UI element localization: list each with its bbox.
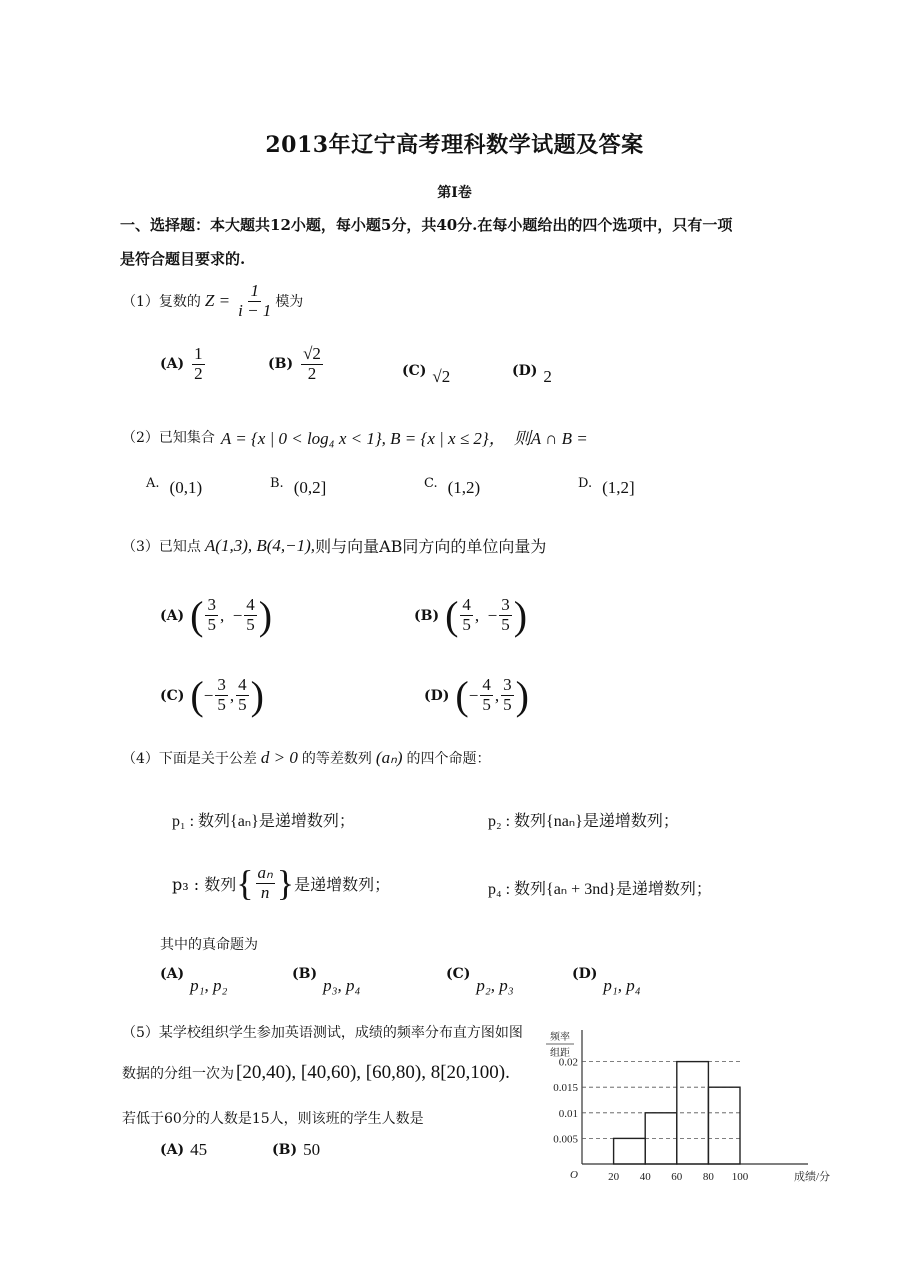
q5-option-b	[272, 1140, 320, 1160]
section-intro-line2: 是符合题目要求的.	[120, 250, 246, 268]
option-value: 45	[190, 1140, 208, 1159]
q3-option-a: (A) ( $\frac{3}{5}$ , − $\frac{4}{5}$ )	[160, 593, 273, 638]
q3-option-d: (D) ( − $\frac{4}{5}$ , $\frac{3}{5}$ )	[424, 673, 529, 718]
proposition-p4: p₄ : 数列{aₙ + 3nd}是递增数列；	[488, 881, 712, 898]
question-3	[122, 534, 546, 557]
y-tick-label: 0.02	[558, 1056, 578, 1069]
q5-option-a	[160, 1140, 207, 1160]
proposition-p1: p₁ : 数列{aₙ}是递增数列；	[172, 813, 355, 830]
option-numerator: 1	[194, 344, 203, 363]
option-denominator: 2	[194, 363, 203, 383]
a-denominator: 5	[217, 695, 226, 714]
y-axis-label-top: 频率	[550, 1032, 570, 1043]
q2-prefix: （2）已知集合	[122, 429, 215, 446]
option-value: p₁, p₄	[603, 976, 641, 995]
a-denominator: 5	[482, 695, 491, 714]
q4-suffix: 的四个命题：	[406, 751, 491, 767]
q1-option-a	[160, 345, 207, 383]
p3-denominator: n	[260, 882, 270, 902]
histogram-chart	[536, 1026, 836, 1196]
origin-label: O	[570, 1169, 578, 1181]
b-denominator: 5	[246, 615, 255, 634]
option-value: p₃, p₄	[323, 976, 361, 995]
b-denominator: 5	[238, 695, 247, 714]
separator: ,	[219, 605, 233, 625]
option-label: (C)	[160, 687, 185, 704]
q5-line2-prefix: 数据的分组一次为	[122, 1066, 234, 1082]
option-label: (A)	[160, 966, 185, 982]
q4-option-b	[292, 966, 360, 996]
q1-option-d	[512, 355, 552, 387]
q4-option-a	[160, 966, 227, 996]
option-value: p₂, p₃	[476, 976, 514, 995]
option-label: (A)	[160, 1142, 185, 1158]
section-intro-line1: 一、选择题：本大题共12小题，每小题5分，共40分.在每小题给出的四个选项中，只有一项	[120, 216, 733, 234]
option-label: (B)	[268, 356, 294, 373]
q1-fraction	[236, 282, 273, 320]
q4-condition: d > 0	[260, 748, 298, 767]
y-axis-label-bottom: 组距	[550, 1048, 570, 1059]
q5-line2	[122, 1062, 510, 1084]
question-4	[122, 748, 491, 768]
a-sign: −	[203, 685, 214, 705]
option-label: (D)	[572, 966, 598, 982]
option-label: A.	[146, 475, 160, 491]
option-label: (B)	[272, 1142, 298, 1158]
histogram-bar	[614, 1138, 646, 1164]
option-fraction	[192, 345, 205, 383]
option-value: (0,2]	[293, 478, 327, 497]
q5-groups: [20,40), [40,60), [60,80), 8[20,100).	[236, 1062, 510, 1083]
option-label: (D)	[512, 363, 538, 379]
x-tick-label: 100	[731, 1171, 749, 1183]
p3-prefix: p₃ : 数列	[172, 874, 237, 894]
option-fraction	[301, 345, 323, 383]
q4-sequence: (aₙ)	[375, 748, 403, 767]
option-label: (C)	[446, 966, 471, 982]
option-value: 2	[543, 367, 552, 386]
option-label: D.	[578, 475, 593, 491]
b-numerator: 3	[501, 595, 510, 615]
proposition-p2: p₂ : 数列{naₙ}是递增数列；	[488, 813, 679, 830]
option-label: (A)	[160, 356, 185, 373]
a-numerator: 4	[482, 675, 491, 695]
q5-line3: 若低于60分的人数是15人，则该班的学生人数是	[122, 1111, 424, 1127]
separator: ,	[229, 685, 235, 705]
option-denominator: 2	[307, 363, 317, 383]
q4-option-c	[446, 966, 514, 996]
option-label: B.	[270, 475, 284, 491]
q4-true-prompt: 其中的真命题为	[160, 937, 258, 953]
option-value: 50	[303, 1140, 321, 1159]
option-label: (B)	[292, 966, 318, 982]
option-label: (A)	[160, 607, 185, 624]
separator: ,	[494, 685, 500, 705]
a-denominator: 5	[207, 615, 216, 634]
q4-option-d	[572, 966, 641, 996]
separator: ,	[474, 605, 488, 625]
histogram-svg	[536, 1026, 836, 1196]
q3-option-c: (C) ( − $\frac{3}{5}$ , $\frac{4}{5}$ )	[160, 673, 264, 718]
b-denominator: 5	[503, 695, 512, 714]
b-numerator: 3	[503, 675, 512, 695]
option-value: (1,2)	[447, 478, 481, 497]
page-title: 2013年辽宁高考理科数学试题及答案	[265, 132, 644, 158]
p3-numerator: aₙ	[257, 862, 273, 882]
x-tick-label: 60	[671, 1171, 683, 1183]
y-tick-label: 0.005	[553, 1133, 578, 1146]
q3-prefix: （3）已知点	[122, 538, 201, 555]
option-label: C.	[424, 475, 438, 491]
q3-suffix: 则与向量AB同方向的单位向量为	[315, 537, 547, 556]
a-numerator: 4	[462, 595, 471, 615]
q4-mid: 的等差数列	[301, 751, 372, 767]
x-tick-label: 40	[639, 1171, 651, 1183]
p3-suffix: 是递增数列；	[294, 874, 391, 894]
q2-math: A = {x | 0 < log₄ x < 1}, B = {x | x ≤ 2}，	[220, 429, 506, 448]
a-sign: −	[468, 685, 479, 705]
q2-option-d	[578, 475, 635, 498]
option-numerator: √2	[303, 344, 321, 363]
option-value: (1,2]	[602, 478, 635, 497]
question-1	[122, 282, 303, 320]
b-denominator: 5	[501, 615, 510, 634]
option-value: √2	[432, 367, 451, 386]
q1-option-c	[402, 355, 450, 387]
question-2	[122, 424, 588, 449]
b-numerator: 4	[246, 595, 255, 615]
q1-prefix: （1）复数的	[122, 294, 201, 311]
q1-numerator: 1	[250, 281, 259, 300]
histogram-bar	[708, 1087, 740, 1164]
option-label: (B)	[414, 607, 440, 624]
a-numerator: 3	[217, 675, 226, 695]
b-sign: −	[232, 605, 243, 625]
x-tick-label: 20	[608, 1171, 620, 1183]
b-numerator: 4	[238, 675, 247, 695]
option-label: (C)	[402, 363, 427, 379]
q5-line1: （5）某学校组织学生参加英语测试，成绩的频率分布直方图如图	[122, 1025, 523, 1041]
q2-option-a	[146, 475, 203, 498]
q4-prefix: （4）下面是关于公差	[122, 751, 257, 767]
a-denominator: 5	[462, 615, 471, 634]
y-tick-label: 0.015	[553, 1082, 578, 1095]
proposition-p3: p₃ : 数列 { $\frac{\text{aₙ}}{n}$ } 是递增数列；	[172, 862, 391, 903]
q1-z: Z =	[204, 291, 231, 311]
q1-suffix: 模为	[275, 294, 304, 311]
a-numerator: 3	[207, 595, 216, 615]
q2-suffix: 则A ∩ B =	[513, 429, 588, 448]
option-value: p₁, p₂	[190, 976, 228, 995]
option-label: (D)	[424, 687, 450, 704]
b-sign: −	[487, 605, 498, 625]
x-axis-label: 成绩/分	[793, 1171, 831, 1183]
q1-denominator: i − 1	[238, 300, 272, 320]
q3-math: A(1,3), B(4,−1),	[204, 535, 316, 555]
q2-option-c	[424, 475, 481, 498]
option-value: (0,1)	[169, 478, 203, 497]
y-tick-label: 0.01	[558, 1107, 578, 1120]
q1-option-b	[268, 345, 325, 383]
q3-option-b: (B) ( $\frac{4}{5}$ , − $\frac{3}{5}$ )	[414, 593, 528, 638]
volume-label: 第I卷	[437, 185, 472, 201]
x-tick-label: 80	[702, 1171, 714, 1183]
q2-option-b	[270, 475, 327, 498]
